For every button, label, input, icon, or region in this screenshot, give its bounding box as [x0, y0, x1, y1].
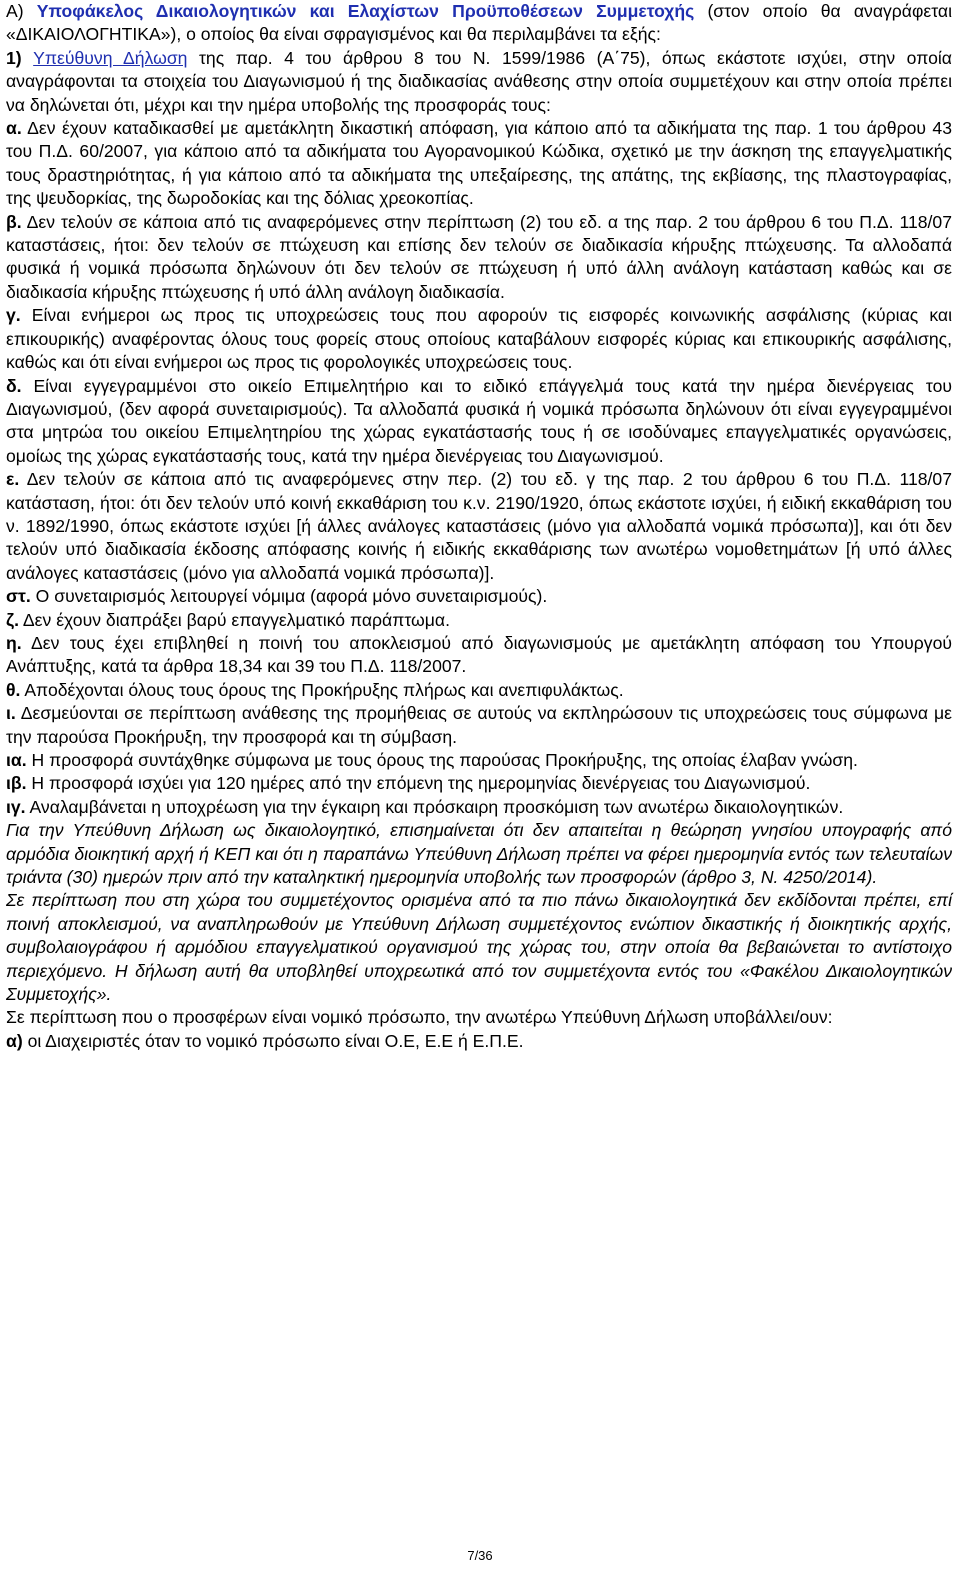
- italic-note-1: Για την Υπεύθυνη Δήλωση ως δικαιολογητικό, επισημαίνεται ότι δεν απαιτείται η θεώρηση γνησίου υπογραφής από αρμόδια διοικητική αρχή ή ΚΕΠ και ότι η παραπάνω Υπεύθυνη Δήλωση πρέπει να φέρει ημερομηνία εντός των τελευταίων τριάντα (30) ημερών πριν από την καταληκτική ημερομηνία υποβολής των προσφορών (άρθρο 3, Ν. 4250/2014).: [6, 820, 952, 888]
- intro-paragraph: [6, 0, 952, 47]
- list-item-text: Είναι εγγεγραμμένοι στο οικείο Επιμελητήριο και το ειδικό επάγγελμά τους κατά την ημέρα διενέργειας του Διαγωνισμού, (δεν αφορά συνεταιρισμούς). Τα αλλοδαπά φυσικά ή νομικά πρόσωπα δηλώνουν ότι είναι εγγεγραμμένοι στα μητρώα του οικείου Επιμελητηρίου της χώρας εγκατάστασής τους ή σε ισοδύναμες επαγγελματικές οργανώσεις, ομοίως της χώρας εγκατάστασής τους, κατά την ημέρα διενέργειας του Διαγωνισμού.: [6, 375, 952, 466]
- intro-rest: (στον οποίο θα αναγράφεται «ΔΙΚΑΙΟΛΟΓΗΤΙΚΑ»), ο οποίος θα είναι σφραγισμένος και θα περιλαμβάνει τα εξής:: [6, 1, 952, 45]
- list-item-label: ε.: [6, 469, 20, 490]
- closing-paragraph: Σε περίπτωση που ο προσφέρων είναι νομικό πρόσωπο, την ανωτέρω Υπεύθυνη Δήλωση υποβάλλει/ουν:: [6, 1007, 833, 1028]
- list-item-st: [6, 585, 952, 608]
- list-item-label: ιβ.: [6, 773, 27, 794]
- list-item-label: ζ.: [6, 609, 19, 630]
- list-item-text: Δεν έχουν καταδικασθεί με αμετάκλητη δικαστική απόφαση, για κάποιο από τα αδικήματα της παρ. 1 του άρθρου 43 του Π.Δ. 60/2007, για κάποιο από τα αδικήματα του Αγορανομικού Κώδικα, σχετικό με την άσκηση της επαγγελματικής τους δραστηριότητας, ή για κάποιο από τα αδικήματα της υπεξαίρεσης, της απάτης, της εκβίασης, της πλαστογραφίας, της ψευδορκίας, της δωροδοκίας και της δόλιας χρεοκοπίας.: [6, 118, 952, 209]
- list-item-c: [6, 304, 952, 374]
- document-page: [6, 0, 952, 1053]
- list-item-a: [6, 117, 952, 211]
- list-item-text: Αποδέχονται όλους τους όρους της Προκήρυξης πλήρως και ανεπιφυλάκτως.: [20, 679, 624, 700]
- item-1-title: Υπεύθυνη Δήλωση: [33, 47, 188, 68]
- list-item-label: ι.: [6, 703, 16, 724]
- item-1-paragraph: [6, 47, 952, 117]
- list-item-text: Δεσμεύονται σε περίπτωση ανάθεσης της προμήθειας σε αυτούς να εκπληρώσουν τις υποχρεώσεις τους σύμφωνα με την παρούσα Προκήρυξη, την προσφορά και τη σύμβαση.: [6, 703, 952, 747]
- list-item-text: Δεν τελούν σε κάποια από τις αναφερόμενες στην περίπτωση (2) του εδ. α της παρ. 2 του άρθρου 6 του Π.Δ. 118/07 καταστάσεις, ήτοι: δεν τελούν σε πτώχευση και επίσης δεν τελούν σε διαδικασία κήρυξης πτώχευσης. Τα αλλοδαπά φυσικά ή νομικά πρόσωπα δηλώνουν ότι δεν τελούν σε πτώχευση ή υπό άλλη ανάλογη κατάσταση καθώς και σε διαδικασία κήρυξης πτώχευσης ή υπό άλλη ανάλογη διαδικασία.: [6, 211, 952, 302]
- list-item-label: ια.: [6, 750, 27, 770]
- list-item-label: β.: [6, 211, 22, 232]
- list-item-ig: [6, 796, 952, 819]
- list-item-text: Δεν τελούν σε κάποια από τις αναφερόμενες στην περ. (2) του εδ. γ της παρ. 2 του άρθρου 6 του Π.Δ. 118/07 κατάσταση, ήτοι: ότι δεν τελούν υπό κοινή εκκαθάριση του κ.ν. 2190/1920, όπως εκάστοτε ισχύει, ή ειδική εκκαθάριση του ν. 1892/1990, όπως εκάστοτε ισχύει [ή άλλες ανάλογες καταστάσεις (μόνο για αλλοδαπά νομικά πρόσωπα)], και ότι δεν τελούν υπό διαδικασία έκδοσης απόφασης κοινής ή ειδικής εκκαθάρισης των ανωτέρω νομοθετημάτων [ή υπό άλλες ανάλογες καταστάσεις (μόνο για αλλοδαπά νομικά πρόσωπα)].: [6, 469, 952, 583]
- list-item-z: [6, 609, 952, 632]
- list-item-label: γ.: [6, 305, 21, 326]
- list-item-text: Ο συνεταιρισμός λειτουργεί νόμιμα (αφορά μόνο συνεταιρισμούς).: [30, 586, 548, 607]
- list-item-label: η.: [6, 632, 22, 653]
- list-item-label: θ.: [6, 679, 21, 700]
- list-item-text: Αναλαμβάνεται η υποχρέωση για την έγκαιρη και πρόσκαιρη προσκόμιση των ανωτέρω δικαιολογητικών.: [25, 796, 844, 817]
- list-item-label: α.: [6, 118, 22, 139]
- list-item-e: [6, 468, 952, 585]
- list-item-text: Δεν τους έχει επιβληθεί η ποινή του αποκλεισμού από διαγωνισμούς με αμετάκλητη απόφαση του Υπουργού Ανάπτυξης, κατά τα άρθρα 18,34 και 39 του Π.Δ. 118/2007.: [6, 632, 952, 677]
- page-number: 7/36: [467, 1548, 493, 1563]
- list-item-th: [6, 679, 952, 702]
- list-item-text: Η προσφορά ισχύει για 120 ημέρες από την επόμενη της ημερομηνίας διενέργειας του Διαγωνισμού.: [26, 773, 811, 794]
- list-item-text: Η προσφορά συντάχθηκε σύμφωνα με τους όρους της παρούσας Προκήρυξης, της οποίας έλαβαν γνώση.: [26, 750, 858, 770]
- list-item-ib: [6, 772, 952, 795]
- last-item: [6, 1030, 952, 1053]
- item-1-label: 1): [6, 47, 34, 68]
- list-item-label: ιγ.: [6, 796, 26, 817]
- list-item-text: Δεν έχουν διαπράξει βαρύ επαγγελματικό παράπτωμα.: [19, 609, 450, 630]
- list-item-d: [6, 375, 952, 469]
- list-item-i: [6, 702, 952, 749]
- list-item-label: στ.: [6, 586, 31, 607]
- last-item-text: οι Διαχειριστές όταν το νομικό πρόσωπο είναι Ο.Ε, Ε.Ε ή Ε.Π.Ε.: [22, 1030, 524, 1051]
- list-item-h: [6, 632, 952, 679]
- list-item-label: δ.: [6, 375, 22, 396]
- last-item-label: α): [6, 1030, 23, 1051]
- intro-title: Υποφάκελος Δικαιολογητικών και Ελαχίστων Προϋποθέσεων Συμμετοχής: [36, 1, 695, 21]
- italic-note-2: Σε περίπτωση που στη χώρα του συμμετέχοντος ορισμένα από τα πιο πάνω δικαιολογητικά δεν εκδίδονται πρέπει, επί ποινή αποκλεισμού, να αναπληρωθούν με Υπεύθυνη Δήλωση συμμετέχοντος ενώπιον δικαστικής ή διοικητικής αρχής, συμβολαιογράφου ή αρμόδιου επαγγελματικού οργανισμού της χώρας του, στην οποία θα βεβαιώνεται το αντίστοιχο περιεχόμενο. Η δήλωση αυτή θα υποβληθεί υποχρεωτικά από τον συμμετέχοντα εντός του «Φακέλου Δικαιολογητικών Συμμετοχής».: [6, 890, 952, 1005]
- intro-prefix: A): [6, 1, 37, 21]
- item-1-text: της παρ. 4 του άρθρου 8 του Ν. 1599/1986 (Α΄75), όπως εκάστοτε ισχύει, στην οποία αναγράφονται τα στοιχεία του Διαγωνισμού ή της διαδικασίας ανάθεσης στην οποία συμμετέχουν και στην οποία πρέπει να δηλώνεται ότι, μέχρι και την ημέρα υποβολής της προσφοράς τους:: [6, 47, 952, 115]
- list-item-b: [6, 211, 952, 305]
- list-item-text: Είναι ενήμεροι ως προς τις υποχρεώσεις τους που αφορούν τις εισφορές κοινωνικής ασφάλισης (κύριας και επικουρικής) αναφέροντας όλους τους φορείς στους οποίους καταβάλουν εισφορές κύριας και επικουρικής ασφάλισης, καθώς και ότι είναι ενήμεροι ως προς τις φορολογικές υποχρεώσεις τους.: [6, 305, 952, 373]
- list-item-ia: [6, 749, 952, 772]
